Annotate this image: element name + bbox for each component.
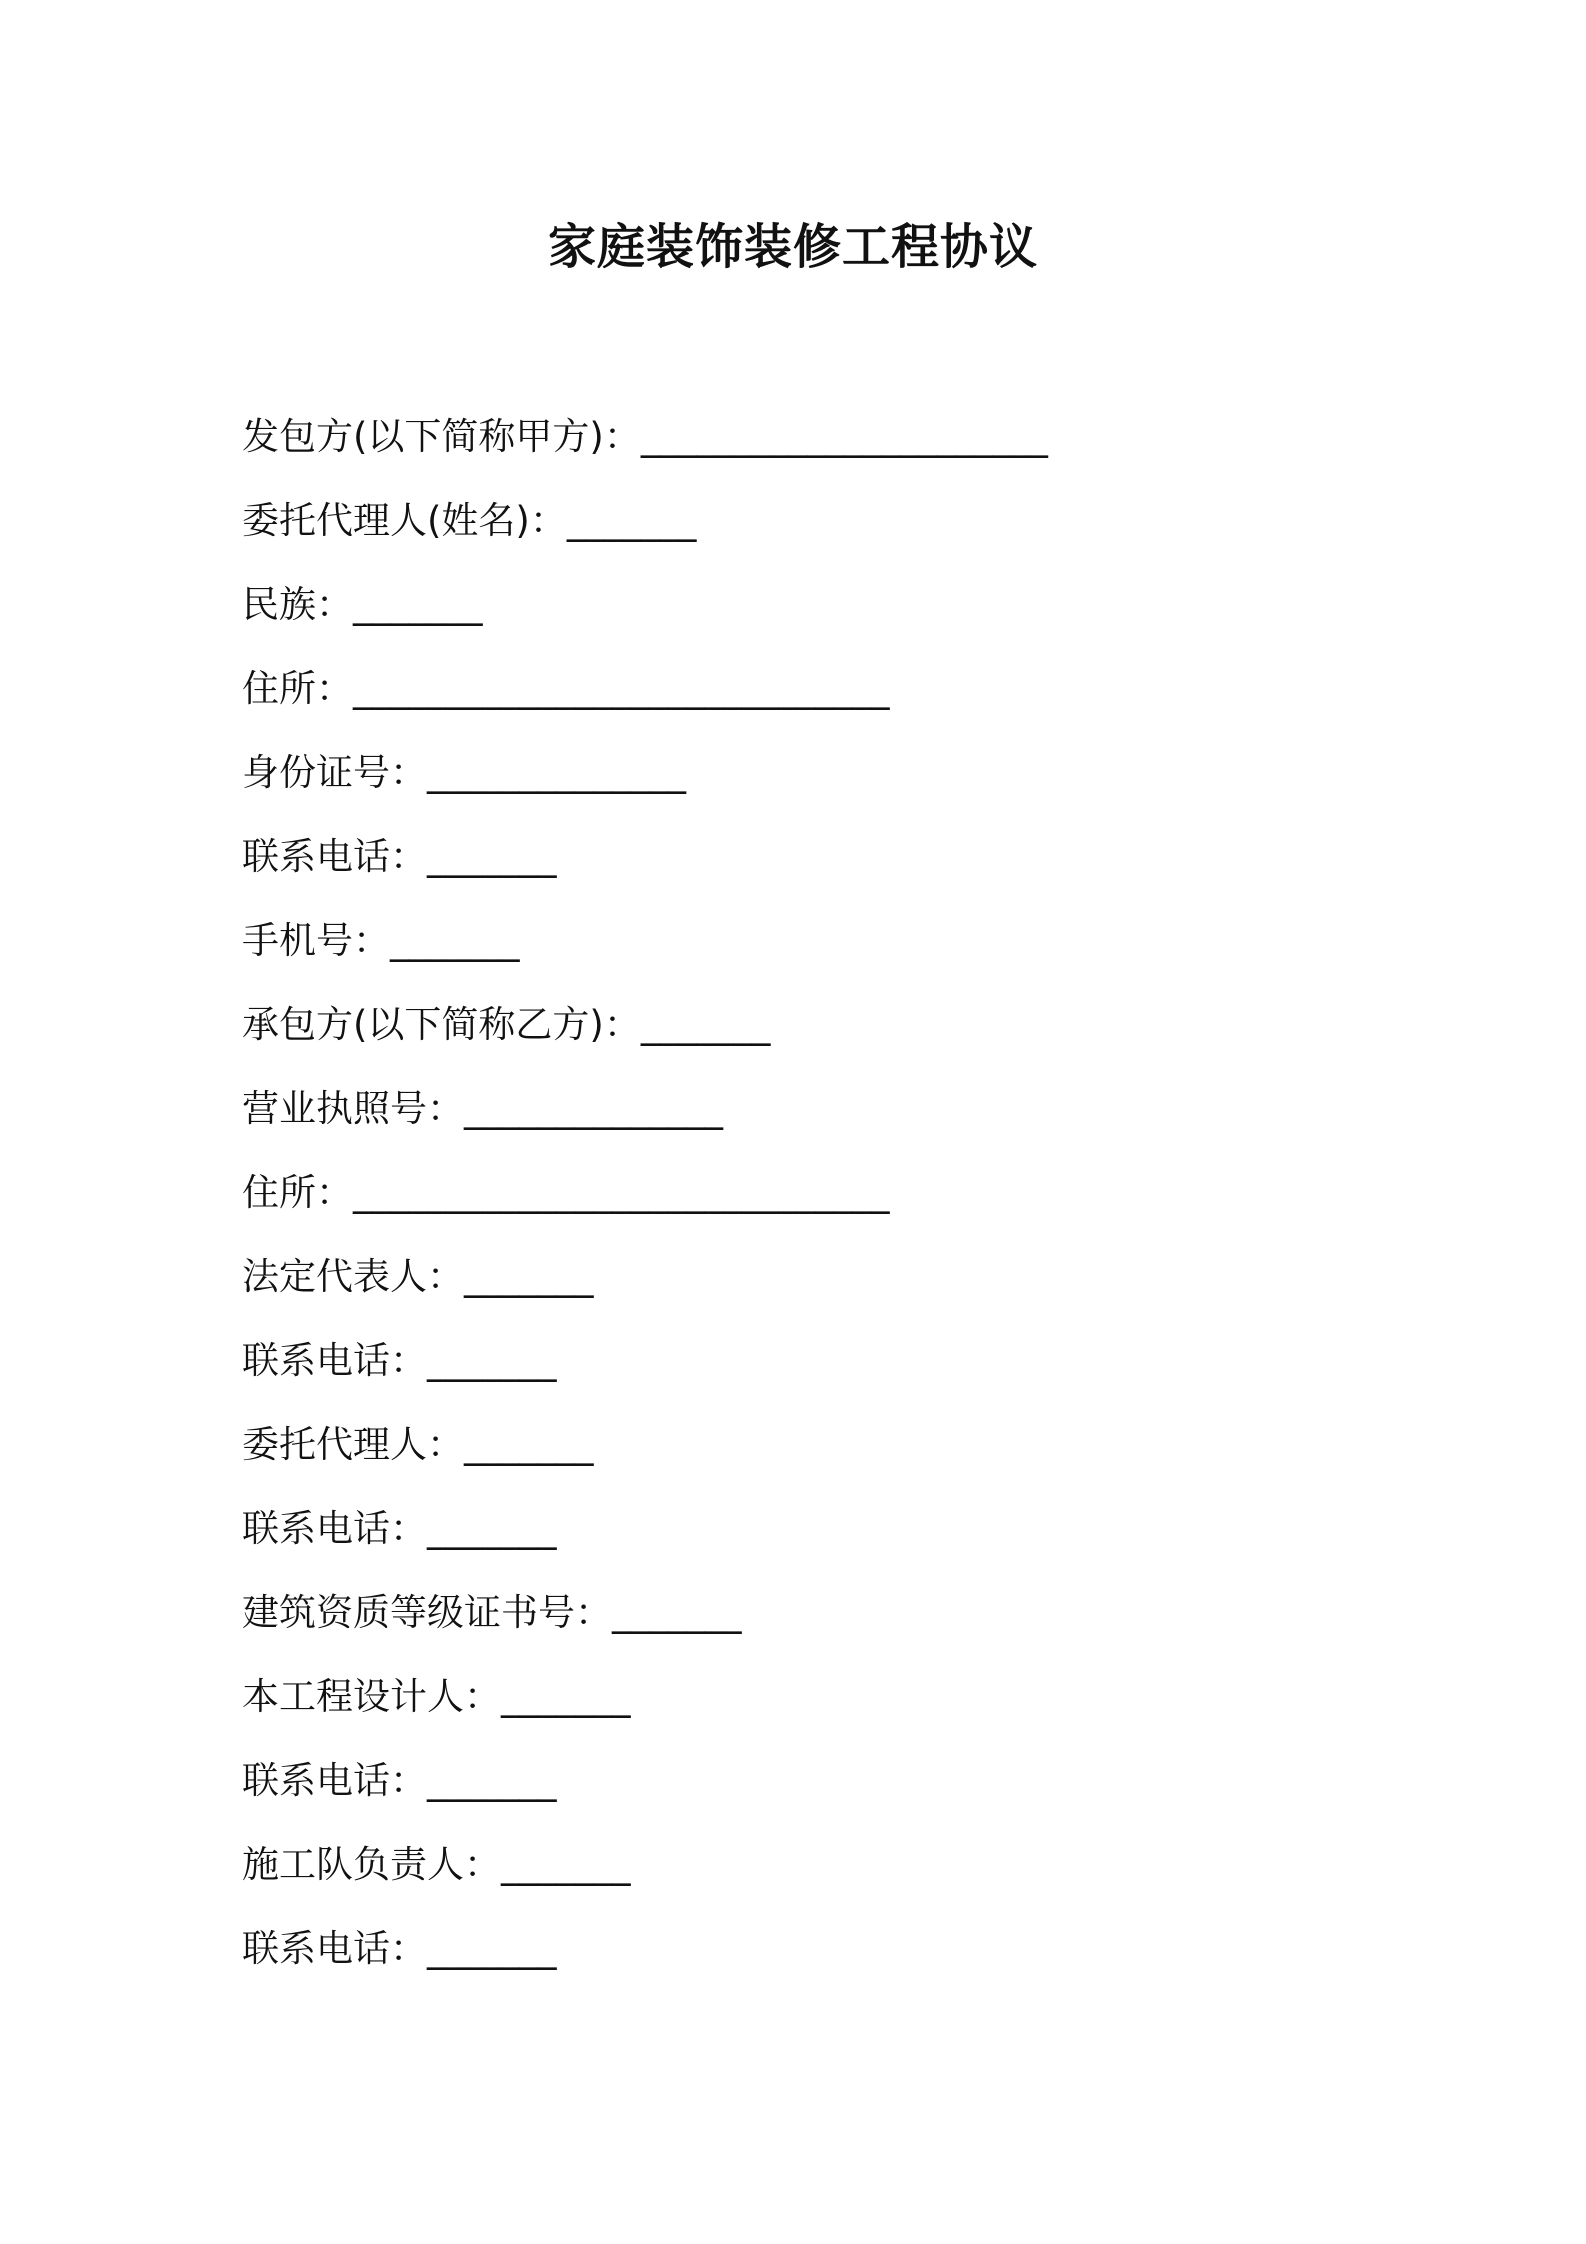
- field-mobile: [242, 909, 1392, 993]
- field-contractor-party: [242, 993, 1392, 1077]
- field-id-number: [242, 741, 1392, 825]
- fill-in-blank: _______: [427, 1507, 557, 1550]
- field-team-leader-phone: [242, 1917, 1392, 2001]
- fill-in-blank: _______: [501, 1675, 631, 1718]
- fill-in-blank: _______: [427, 1759, 557, 1802]
- field-contractor-address: [242, 1161, 1392, 1245]
- fill-in-blank: _______: [464, 1255, 594, 1298]
- field-business-license: [242, 1077, 1392, 1161]
- fill-in-blank: _______: [501, 1843, 631, 1886]
- field-project-designer: [242, 1665, 1392, 1749]
- field-label: 施工队负责人：: [242, 1843, 501, 1886]
- fill-in-blank: _______: [353, 583, 483, 626]
- field-label: 委托代理人(姓名)：: [242, 499, 567, 542]
- field-construction-team-leader: [242, 1833, 1392, 1917]
- fill-in-blank: ______________: [427, 751, 686, 794]
- field-label: 营业执照号：: [242, 1087, 464, 1130]
- fill-in-blank: _______: [427, 1339, 557, 1382]
- field-label: 联系电话：: [242, 1507, 427, 1550]
- field-label: 建筑资质等级证书号：: [242, 1591, 612, 1634]
- document-title: 家庭装饰装修工程协议: [547, 219, 1038, 275]
- field-client-agent-name: [242, 489, 1392, 573]
- field-client-address: [242, 657, 1392, 741]
- fill-in-blank: _______: [427, 835, 557, 878]
- field-label: 联系电话：: [242, 1759, 427, 1802]
- field-label: 联系电话：: [242, 1339, 427, 1382]
- field-client-phone: [242, 825, 1392, 909]
- field-designer-phone: [242, 1749, 1392, 1833]
- field-label: 委托代理人：: [242, 1423, 464, 1466]
- fill-in-blank: ______________: [464, 1087, 723, 1130]
- field-label: 手机号：: [242, 919, 390, 962]
- field-label: 民族：: [242, 583, 353, 626]
- fill-in-blank: _______: [640, 1003, 771, 1046]
- field-label: 法定代表人：: [242, 1255, 464, 1298]
- field-contractor-phone: [242, 1329, 1392, 1413]
- field-label: 发包方(以下简称甲方)：: [242, 415, 641, 458]
- fill-in-blank: _______: [464, 1423, 594, 1466]
- field-agent-phone: [242, 1497, 1392, 1581]
- field-label: 联系电话：: [242, 835, 427, 878]
- fill-in-blank: _____________________________: [353, 1171, 890, 1214]
- field-client-party: [242, 405, 1392, 489]
- field-label: 住所：: [242, 667, 353, 710]
- fill-in-blank: ______________________: [640, 415, 1048, 458]
- party-info-list: [242, 405, 1392, 2001]
- fill-in-blank: _____________________________: [353, 667, 890, 710]
- field-label: 承包方(以下简称乙方)：: [242, 1003, 641, 1046]
- field-contractor-agent: [242, 1413, 1392, 1497]
- field-ethnicity: [242, 573, 1392, 657]
- field-label: 身份证号：: [242, 751, 427, 794]
- field-legal-representative: [242, 1245, 1392, 1329]
- fill-in-blank: _______: [390, 919, 520, 962]
- field-qualification-certificate: [242, 1581, 1392, 1665]
- fill-in-blank: _______: [566, 499, 697, 542]
- fill-in-blank: _______: [612, 1591, 742, 1634]
- field-label: 本工程设计人：: [242, 1675, 501, 1718]
- fill-in-blank: _______: [427, 1927, 557, 1970]
- field-label: 联系电话：: [242, 1927, 427, 1970]
- field-label: 住所：: [242, 1171, 353, 1214]
